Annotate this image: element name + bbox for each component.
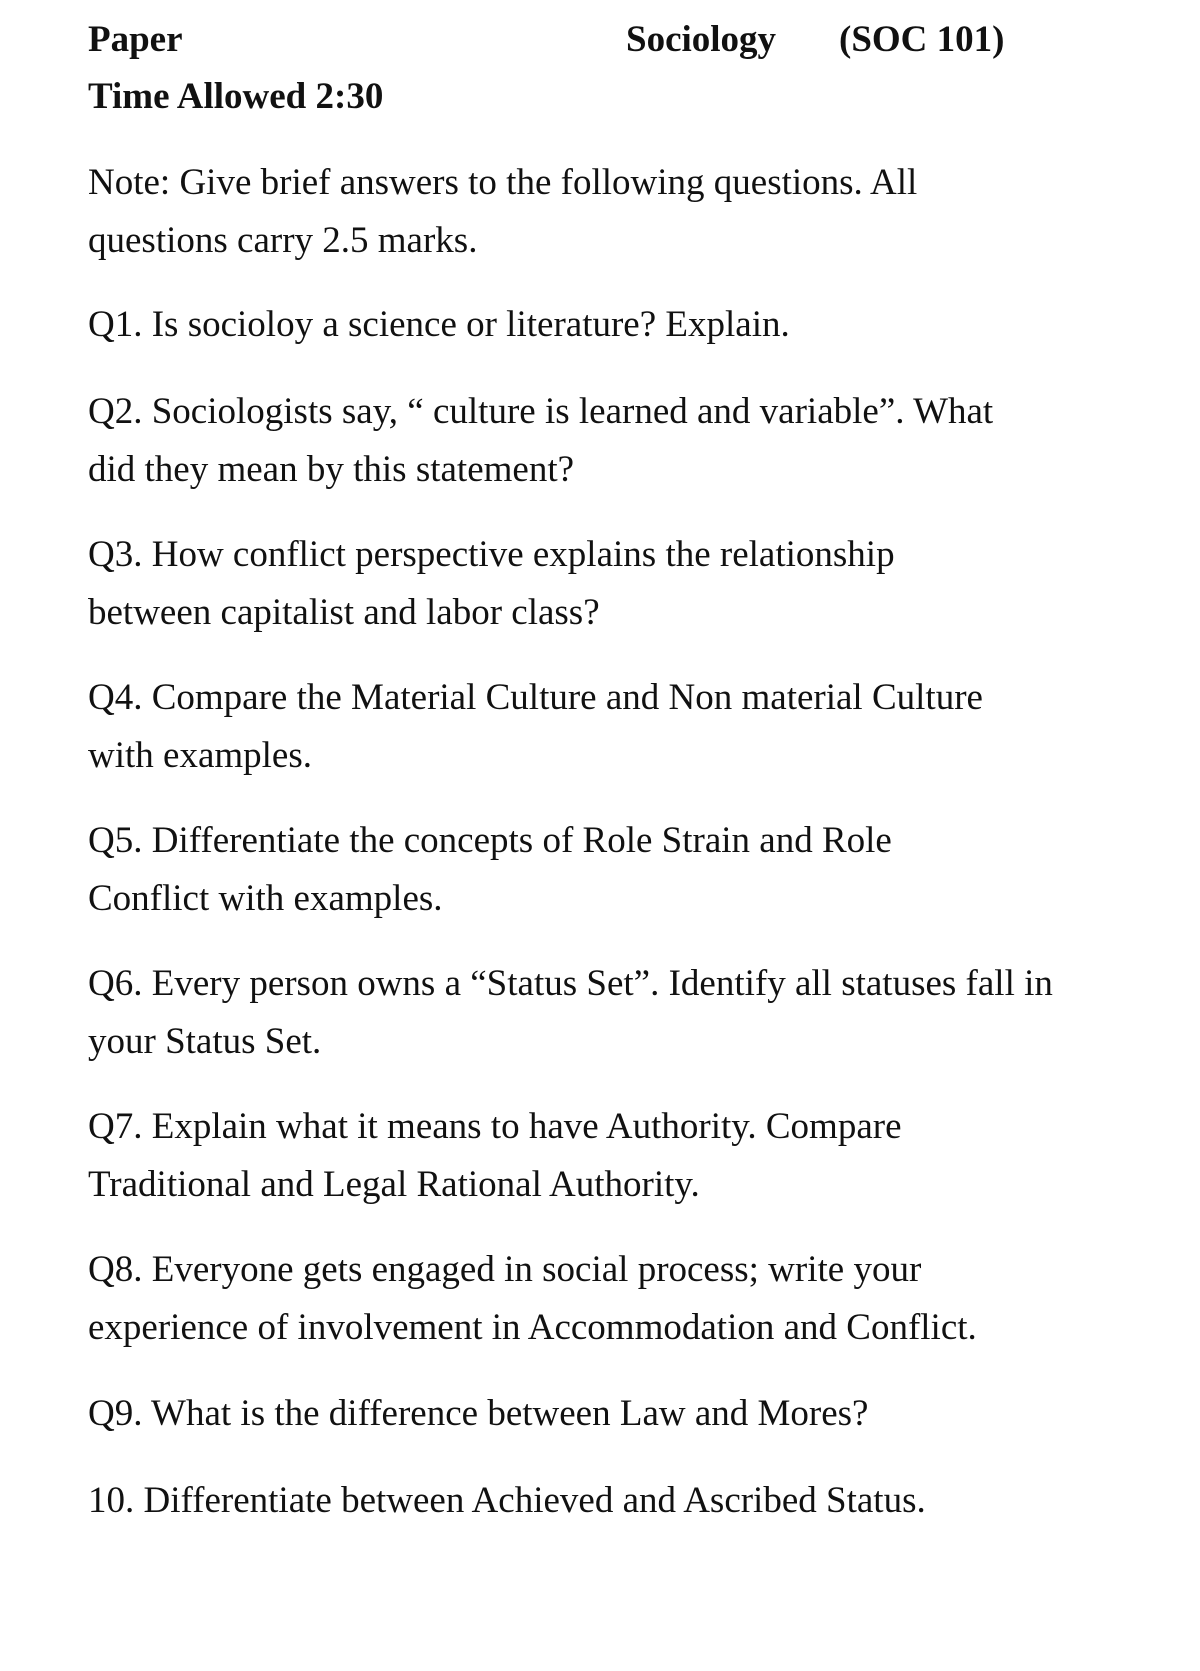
question-7: Q7. Explain what it means to have Authority. Compare Traditional and Legal Rational Authority. [88,1106,902,1205]
question-5: Q5. Differentiate the concepts of Role Strain and Role Conflict with examples. [88,820,892,919]
subject-title: Sociology [626,19,777,60]
time-allowed: Time Allowed 2:30 [88,76,384,117]
course-code: (SOC 101) [839,19,1005,60]
question-9: Q9. What is the difference between Law and Mores? [88,1393,869,1434]
instructions-note: Note: Give brief answers to the following questions. All questions carry 2.5 marks. [88,162,918,261]
question-1: Q1. Is socioloy a science or literature? Explain. [88,304,790,345]
question-6: Q6. Every person owns a “Status Set”. Identify all statuses fall in your Status Set. [88,963,1053,1062]
question-2: Q2. Sociologists say, “ culture is learned and variable”. What did they mean by this statement? [88,391,994,490]
paper-label: Paper [88,19,183,60]
question-4: Q4. Compare the Material Culture and Non material Culture with examples. [88,677,983,776]
question-3: Q3. How conflict perspective explains the relationship between capitalist and labor class? [88,534,895,633]
question-10: 10. Differentiate between Achieved and Ascribed Status. [88,1480,926,1521]
question-8: Q8. Everyone gets engaged in social process; write your experience of involvement in Accommodation and Conflict. [88,1249,977,1348]
